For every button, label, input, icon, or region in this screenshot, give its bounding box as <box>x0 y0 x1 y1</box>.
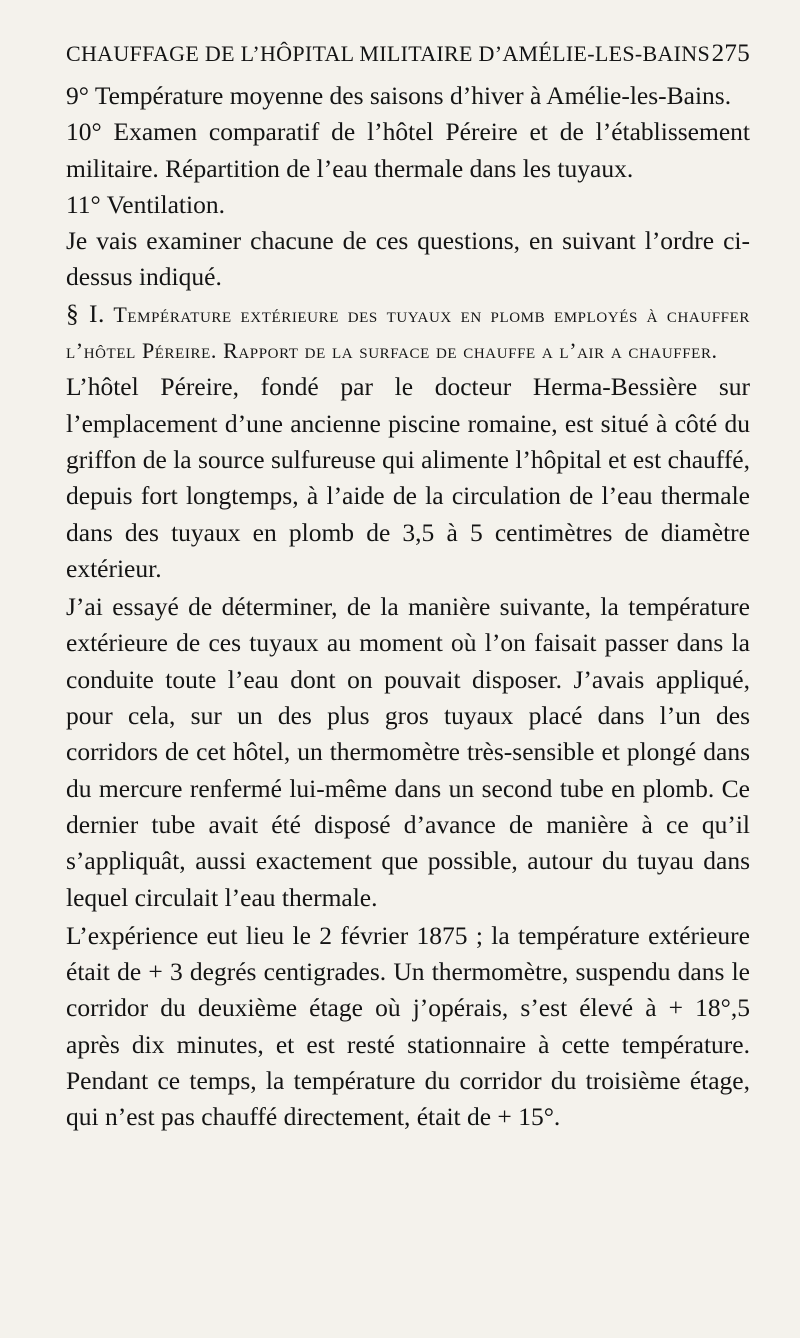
intro-paragraph: Je vais examiner chacune de ces questions, en suivant l’ordre ci-dessus indiqué. <box>66 226 750 292</box>
section-title: Température extérieure des tuyaux en plomb employés à chauffer l’hôtel Péreire. Rapport de la surface de chauffe a l’air a chauffer. <box>66 301 750 364</box>
list-item-9: 9° Température moyenne des saisons d’hiver à Amélie-les-Bains. <box>66 81 732 110</box>
body-paragraph: J’ai essayé de déterminer, de la manière suivante, la température extérieure de ces tuyaux au moment où l’on faisait passer dans la conduite toute l’eau dont on pouvait disposer. J’avais appliqué, pour cela, sur un des plus gros tuyaux placé dans l’un des corridors de cet hôtel, un thermomètre très-sensible et plongé dans du mercure renfermé lui-même dans un second tube en plomb. Ce dernier tube avait été disposé d’avance de manière à ce qu’il s’appliquât, aussi exactement que possible, autour du tuyau dans lequel circulait l’eau thermale. <box>66 592 750 912</box>
list-item-11: 11° Ventilation. <box>66 189 225 219</box>
section-heading <box>66 296 750 370</box>
running-head <box>66 40 750 78</box>
body-paragraph: L’expérience eut lieu le 2 février 1875 ; la température extérieure était de + 3 degrés centigrades. Un thermomètre, suspendu dans le corridor du deuxième étage où j’opérais, s’est élevé à + 18°,5 après dix minutes, et est resté stationnaire à cette température. Pendant ce temps, la température du corridor du troisième étage, qui n’est pas chauffé directement, était de + 15°. <box>66 920 750 1132</box>
list-item-10: 10° Examen comparatif de l’hôtel Péreire et de l’établissement militaire. Répartition de l’eau thermale dans les tuyaux. <box>66 117 750 183</box>
page-number: 275 <box>711 40 750 67</box>
page-body <box>66 78 750 1136</box>
section-number: § I. <box>66 298 106 328</box>
body-paragraph: L’hôtel Péreire, fondé par le docteur Herma-Bessière sur l’emplacement d’une ancienne piscine romaine, est situé à côté du griffon de la source sulfureuse qui alimente l’hôpital et est chauffé, depuis fort longtemps, à l’aide de la circulation de l’eau thermale dans des tuyaux en plomb de 3,5 à 5 centimètres de diamètre extérieur. <box>66 372 750 583</box>
running-title: CHAUFFAGE DE L’HÔPITAL MILITAIRE D’AMÉLIE-LES-BAINS <box>66 41 711 66</box>
